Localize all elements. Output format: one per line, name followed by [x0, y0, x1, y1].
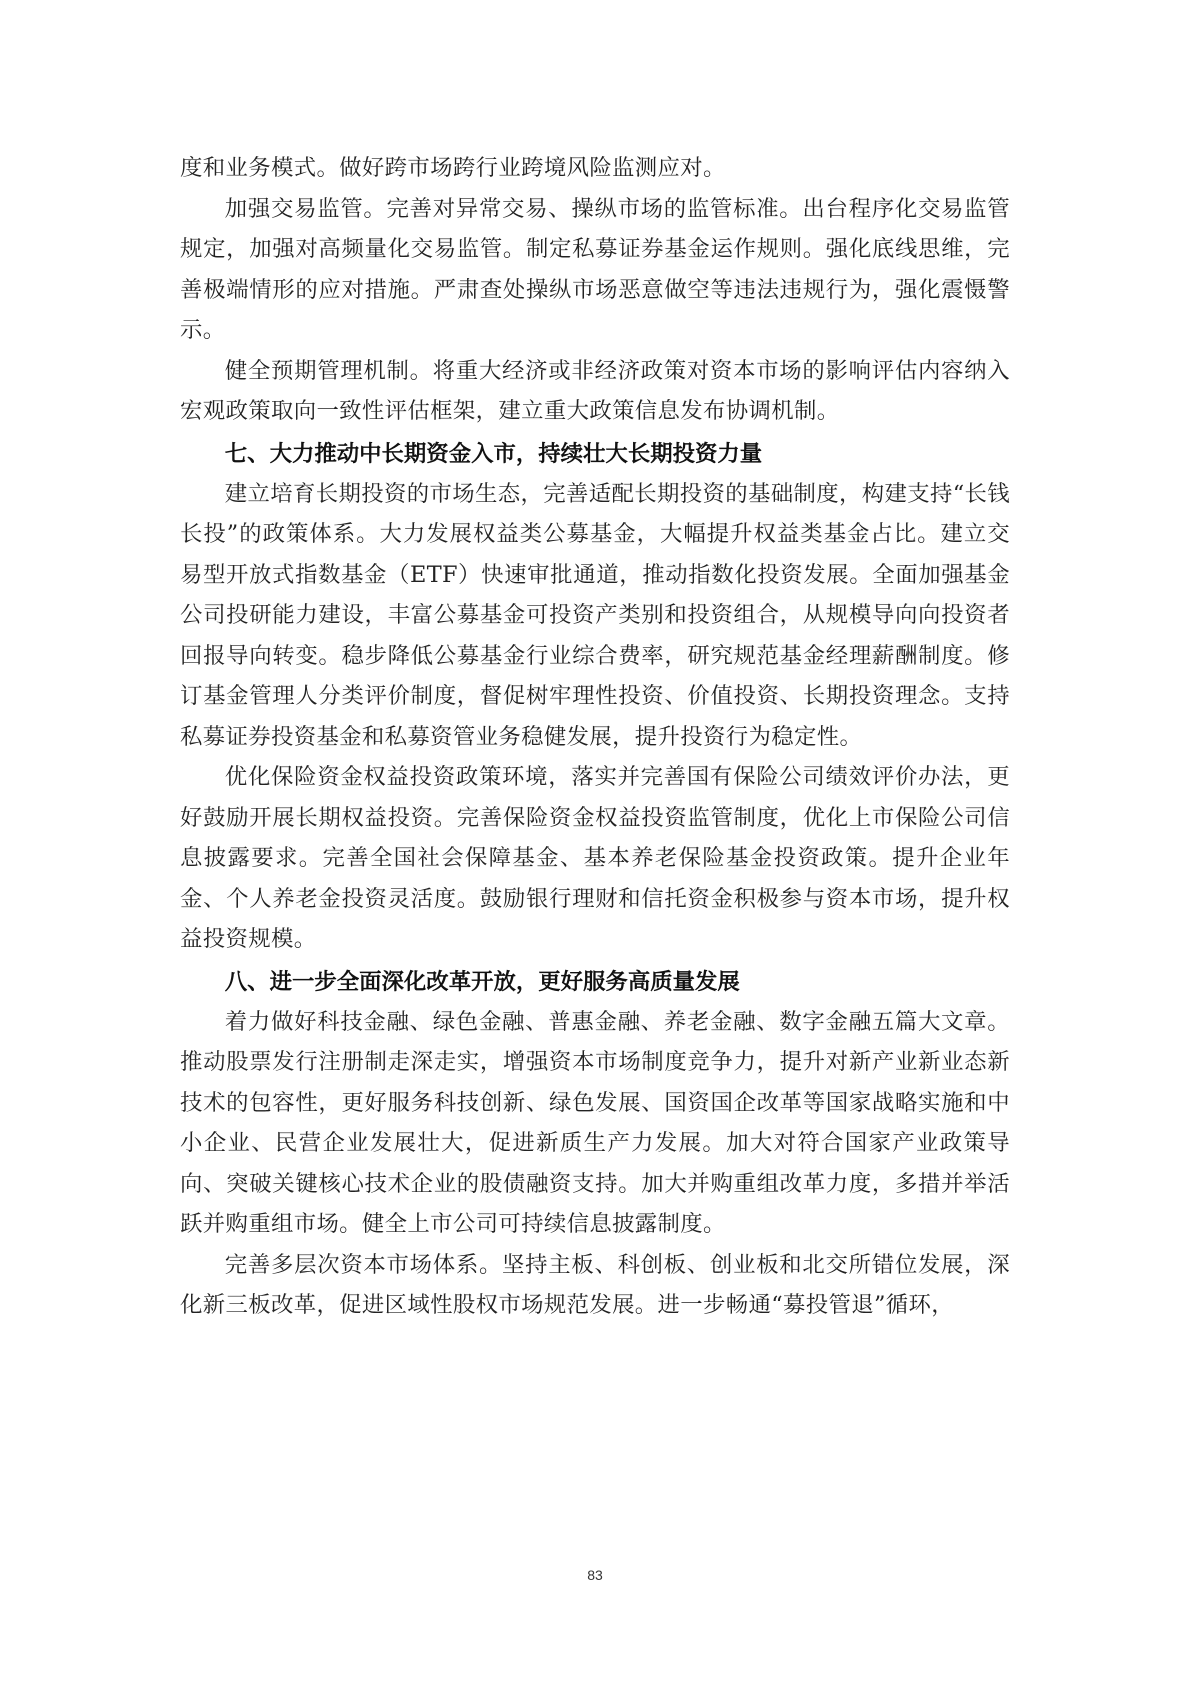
paragraph-long-term-investment: 建立培育长期投资的市场生态，完善适配长期投资的基础制度，构建支持“长钱长投”的政策体系。大力发展权益类公募基金，大幅提升权益类基金占比。建立交易型开放式指数基金（ETF）快速审批通道，推动指数化投资发展。全面加强基金公司投研能力建设，丰富公募基金可投资产类别和投资组合，从规模导向向投资者回报导向转变。稳步降低公募基金行业综合费率，研究规范基金经理薪酬制度。修订基金管理人分类评价制度，督促树牢理性投资、价值投资、长期投资理念。支持私募证券投资基金和私募资管业务稳健发展，提升投资行为稳定性。 [180, 480, 1010, 750]
paragraph-insurance-funds: 优化保险资金权益投资政策环境，落实并完善国有保险公司绩效评价办法，更好鼓励开展长期权益投资。完善保险资金权益投资监管制度，优化上市保险公司信息披露要求。完善全国社会保障基金、基本养老保险基金投资政策。提升企业年金、个人养老金投资灵活度。鼓励银行理财和信托资金积极参与资本市场，提升权益投资规模。 [180, 764, 1010, 952]
section-heading-8: 八、进一步全面深化改革开放，更好服务高质量发展 [224, 968, 740, 995]
paragraph-expectation-management: 健全预期管理机制。将重大经济或非经济政策对资本市场的影响评估内容纳入宏观政策取向一致性评估框架，建立重大政策信息发布协调机制。 [180, 357, 1010, 424]
paragraph-trading-supervision: 加强交易监管。完善对异常交易、操纵市场的监管标准。出台程序化交易监管规定，加强对高频量化交易监管。制定私募证券基金运作规则。强化底线思维，完善极端情形的应对措施。严肃查处操纵市场恶意做空等违法违规行为，强化震慑警示。 [180, 195, 1010, 343]
section-heading-7: 七、大力推动中长期资金入市，持续壮大长期投资力量 [224, 440, 763, 467]
paragraph-multi-level-market: 完善多层次资本市场体系。坚持主板、科创板、创业板和北交所错位发展，深化新三板改革，促进区域性股权市场规范发展。进一步畅通“募投管退”循环， [180, 1251, 1010, 1318]
paragraph-risk-monitoring: 度和业务模式。做好跨市场跨行业跨境风险监测应对。 [180, 155, 726, 181]
document-page [180, 148, 1010, 1326]
paragraph-five-articles: 着力做好科技金融、绿色金融、普惠金融、养老金融、数字金融五篇大文章。推动股票发行注册制走深走实，增强资本市场制度竞争力，提升对新产业新业态新技术的包容性，更好服务科技创新、绿色发展、国资国企改革等国家战略实施和中小企业、民营企业发展壮大，促进新质生产力发展。加大对符合国家产业政策导向、突破关键核心技术企业的股债融资支持。加大并购重组改革力度，多措并举活跃并购重组市场。健全上市公司可持续信息披露制度。 [180, 1008, 1010, 1237]
page-number: 83 [587, 1567, 603, 1583]
